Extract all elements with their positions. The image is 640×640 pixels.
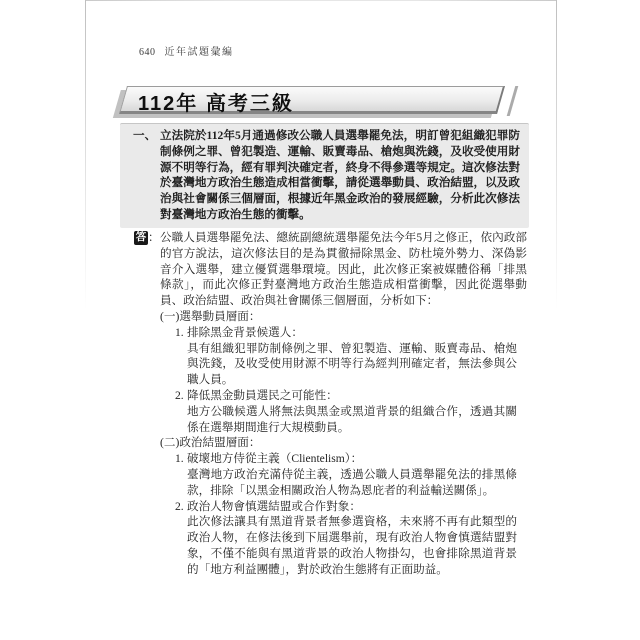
answer-item — [175, 325, 527, 388]
page-edge-right-line — [556, 0, 557, 310]
item-title: 降低黑金動員選民之可能性： — [187, 388, 338, 402]
question-number: 一、 — [133, 129, 157, 142]
item-body: 臺灣地方政治充滿侍從主義，透過公職人員選舉罷免法的排黑條款，排除「以黑金相關政治人物為恩庇者的利益輸送關係」。 — [187, 467, 517, 497]
section-label: (一) — [160, 309, 180, 323]
section-label: (二) — [160, 436, 180, 450]
running-header — [139, 43, 234, 58]
answer-intro-text: 公職人員選舉罷免法、總統副總統選舉罷免法今年5月之修正，依內政部的官方說法，這次修法目的是為貫徹掃除黑金、防杜境外勢力、深偽影音介入選舉，建立優質選舉環境。因此，此次修正案被媒體俗稱「排黑條款」，而此次修正對臺灣地方政治生態造成相當衝擊，因此從選舉動員、政治結盟、政治與社會關係三個層面，分析如下： — [160, 231, 527, 308]
item-body: 此次修法讓具有黑道背景者無參選資格，未來將不再有此類型的政治人物，在修法後到下屆選舉前，現有政治人物會慎選結盟對象，不僅不能與有黑道背景的政治人物掛勾，也會排除黑道背景的「地方利益團體」，對於政治生態將有正面助益。 — [187, 515, 517, 576]
question-box — [120, 123, 529, 228]
answer-colon: ： — [148, 231, 160, 244]
page-edge-top-line — [85, 0, 557, 1]
exam-year-banner — [123, 86, 501, 114]
page-number: 640 — [139, 47, 156, 58]
answer-badge: 答 — [135, 232, 147, 243]
answer-section-2 — [160, 435, 527, 577]
answer-block — [134, 230, 527, 578]
answer-section-1 — [160, 309, 527, 435]
answer-item — [175, 451, 527, 498]
section-title: 政治結盟層面： — [179, 436, 261, 450]
item-heading — [175, 499, 527, 515]
section-heading — [160, 435, 527, 451]
page-edge-left-line — [85, 0, 86, 310]
item-body: 具有組織犯罪防制條例之罪、曾犯製造、運輸、販賣毒品、槍炮與洗錢，及收受使用財源不明等行為經判刑確定者，無法參與公職人員。 — [187, 341, 517, 387]
item-heading — [175, 451, 527, 467]
item-number: 1. — [175, 452, 184, 466]
banner-title: 112年 高考三級 — [138, 93, 294, 115]
item-title: 排除黑金背景候選人： — [187, 325, 303, 339]
question-text: 立法院於112年5月通過修改公職人員選舉罷免法，明訂曾犯組織犯罪防制條例之罪、曾犯製造、運輸、販賣毒品、槍炮與洗錢，及收受使用財源不明等行為，經有罪判決確定者，終身不得參選等規定。這次修法對於臺灣地方政治生態造成相當衝擊，請從選舉動員、政治結盟，以及政治與社會關係三個層面，根據近年黑金政治的發展經驗，分析此次修法對臺灣地方政治生態的衝擊。 — [160, 129, 520, 221]
item-heading — [175, 388, 527, 404]
section-title: 選舉動員層面： — [179, 309, 261, 323]
answer-item — [175, 499, 527, 578]
item-number: 2. — [175, 388, 184, 402]
item-number: 2. — [175, 499, 184, 513]
answer-item — [175, 388, 527, 435]
answer-intro-row — [134, 230, 527, 309]
item-number: 1. — [175, 325, 184, 339]
banner-accent-slash — [507, 86, 519, 116]
answer-label — [134, 230, 160, 309]
item-title: 政治人物會慎選結盟或合作對象： — [187, 499, 361, 513]
item-title: 破壞地方侍從主義（Clientelism）： — [187, 452, 363, 466]
section-heading — [160, 309, 527, 325]
item-heading — [175, 325, 527, 341]
item-body: 地方公職候選人將無法與黑金或黑道背景的組織合作，透過其關係在選舉期間進行大規模動員。 — [187, 404, 517, 434]
book-title: 近年試題彙編 — [164, 47, 234, 58]
